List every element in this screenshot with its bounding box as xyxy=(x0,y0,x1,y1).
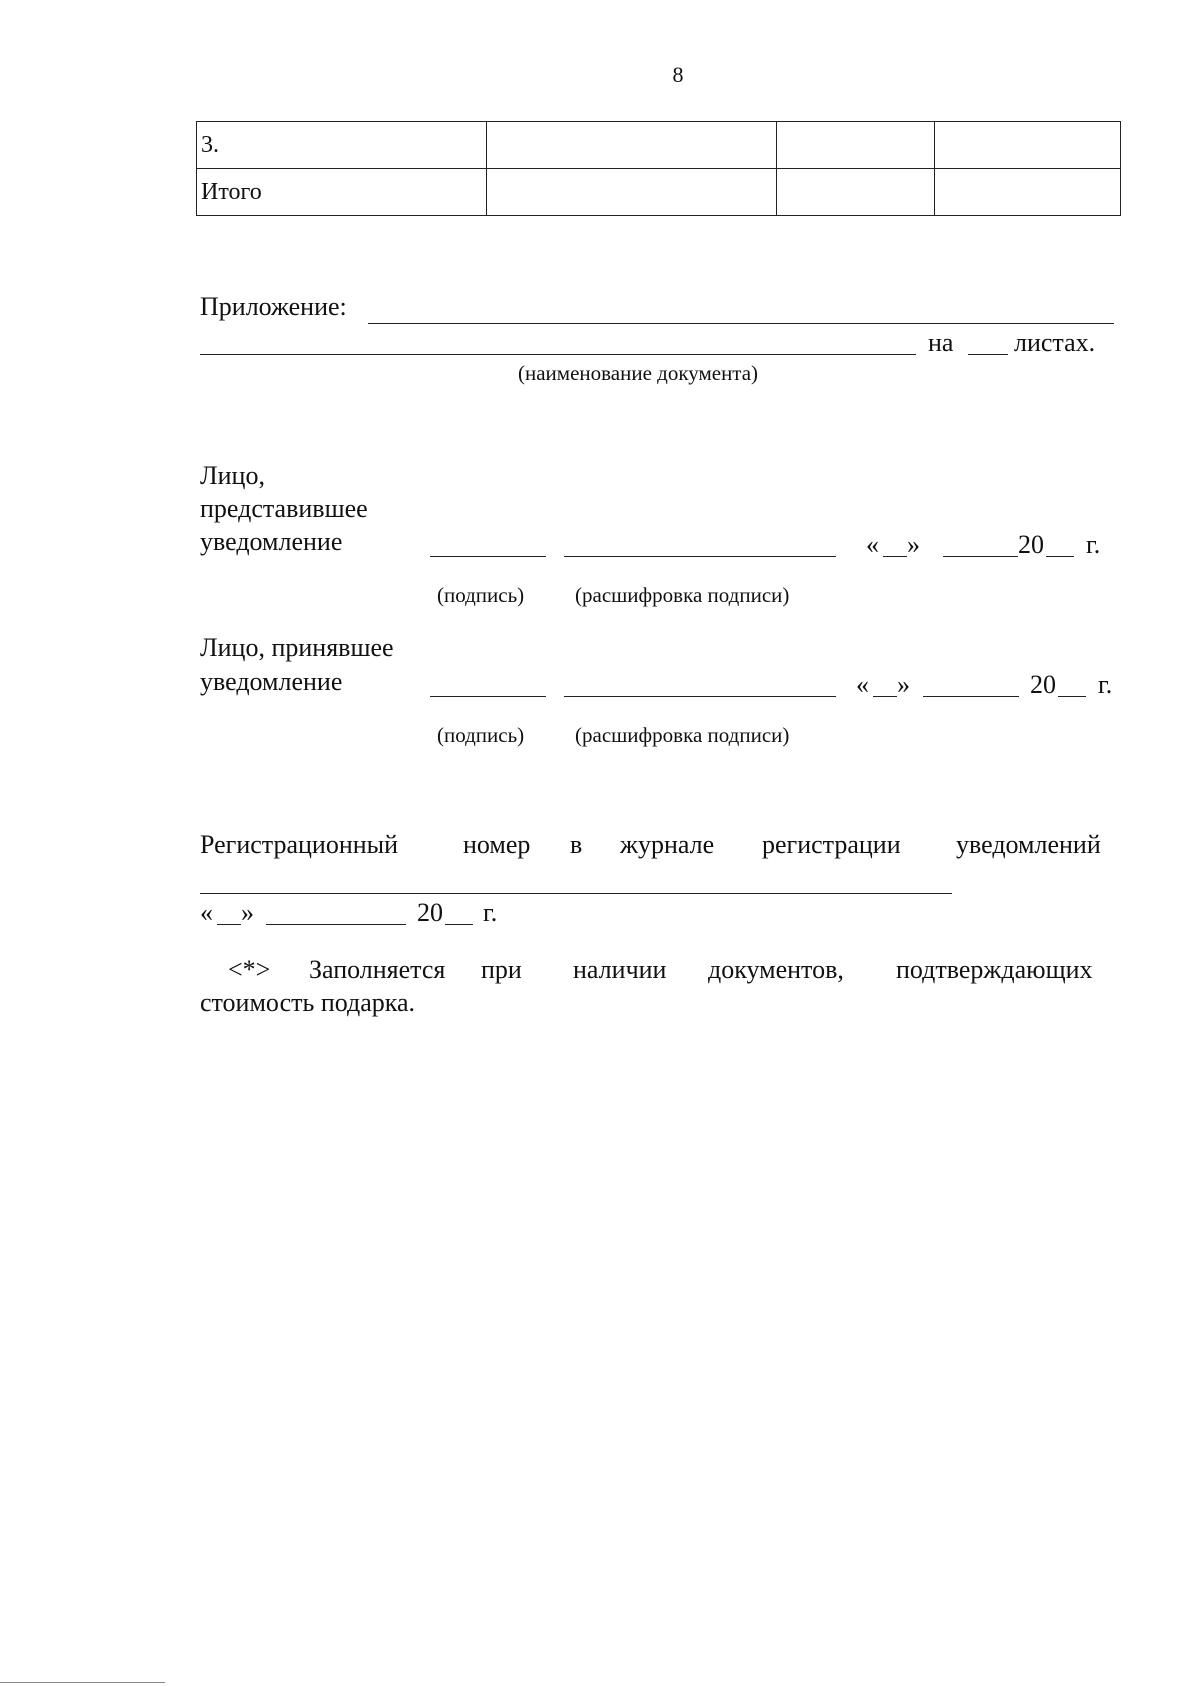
registration-word: журнале xyxy=(620,830,715,859)
registration-number-line xyxy=(200,893,952,894)
submitter-year-line xyxy=(1046,556,1074,557)
registration-word: регистрации xyxy=(762,830,901,859)
registration-month-line xyxy=(266,924,406,925)
receiver-signature-caption: (подпись) xyxy=(437,723,525,747)
submitter-signature-caption: (подпись) xyxy=(437,583,525,607)
footnote-word: документов, xyxy=(708,955,844,984)
attachment-label: Приложение: xyxy=(200,292,347,321)
receiver-signature-line xyxy=(430,696,546,697)
table-row xyxy=(197,169,1121,216)
registration-year-prefix: 20 xyxy=(417,898,443,927)
table-cell xyxy=(487,122,777,169)
document-name-caption: (наименование документа) xyxy=(518,361,759,385)
submitter-year-prefix: 20 xyxy=(1018,530,1044,559)
footnote-word: Заполняется xyxy=(309,955,446,984)
table-cell xyxy=(935,122,1121,169)
submitter-label-line2: представившее xyxy=(200,494,368,523)
receiver-label-line2: уведомление xyxy=(200,667,343,696)
page-number: 8 xyxy=(672,62,684,87)
receiver-decoding-line xyxy=(564,696,836,697)
submitter-date-close: » xyxy=(907,530,920,559)
submitter-label-line1: Лицо, xyxy=(200,461,265,490)
table-cell: 3. xyxy=(197,122,487,169)
footnote-line2: стоимость подарка. xyxy=(200,988,416,1017)
submitter-label-line3: уведомление xyxy=(200,527,343,556)
registration-word: Регистрационный xyxy=(200,830,399,859)
registration-word: уведомлений xyxy=(956,830,1101,859)
gift-table xyxy=(196,121,1121,216)
registration-day-line xyxy=(217,924,241,925)
receiver-year-line xyxy=(1058,696,1086,697)
submitter-year-suffix: г. xyxy=(1086,530,1101,559)
on-label: на xyxy=(928,328,954,357)
table-row xyxy=(197,122,1121,169)
receiver-day-line xyxy=(873,696,897,697)
receiver-year-suffix: г. xyxy=(1098,670,1113,699)
submitter-signature-line xyxy=(430,556,546,557)
receiver-date-open: « xyxy=(856,670,869,699)
receiver-date-close: » xyxy=(897,670,910,699)
attachment-fill-line xyxy=(368,323,1114,324)
registration-date-open: « xyxy=(200,898,213,927)
submitter-month-line xyxy=(943,556,1018,557)
table-cell xyxy=(777,122,935,169)
registration-year-line xyxy=(445,924,473,925)
attachment-name-line xyxy=(200,354,916,355)
footnote-word: подтверждающих xyxy=(896,955,1093,984)
registration-date-close: » xyxy=(241,898,254,927)
registration-word: номер xyxy=(463,830,531,859)
footnote-word: при xyxy=(481,955,522,984)
submitter-date-open: « xyxy=(866,530,879,559)
submitter-day-line xyxy=(883,556,907,557)
bottom-edge-line xyxy=(0,1682,165,1683)
sheets-count-line xyxy=(968,354,1008,355)
table-cell: Итого xyxy=(197,169,487,216)
table-cell xyxy=(935,169,1121,216)
footnote-word: <*> xyxy=(228,955,271,984)
receiver-year-prefix: 20 xyxy=(1030,670,1056,699)
receiver-label-line1: Лицо, принявшее xyxy=(200,633,394,662)
table-cell xyxy=(487,169,777,216)
receiver-decoding-caption: (расшифровка подписи) xyxy=(575,723,790,747)
registration-year-suffix: г. xyxy=(483,898,498,927)
submitter-decoding-line xyxy=(564,556,836,557)
receiver-month-line xyxy=(923,696,1019,697)
footnote-word: наличии xyxy=(573,955,667,984)
registration-word: в xyxy=(570,830,583,859)
sheets-label: листах. xyxy=(1014,328,1096,357)
submitter-decoding-caption: (расшифровка подписи) xyxy=(575,583,790,607)
table-cell xyxy=(777,169,935,216)
